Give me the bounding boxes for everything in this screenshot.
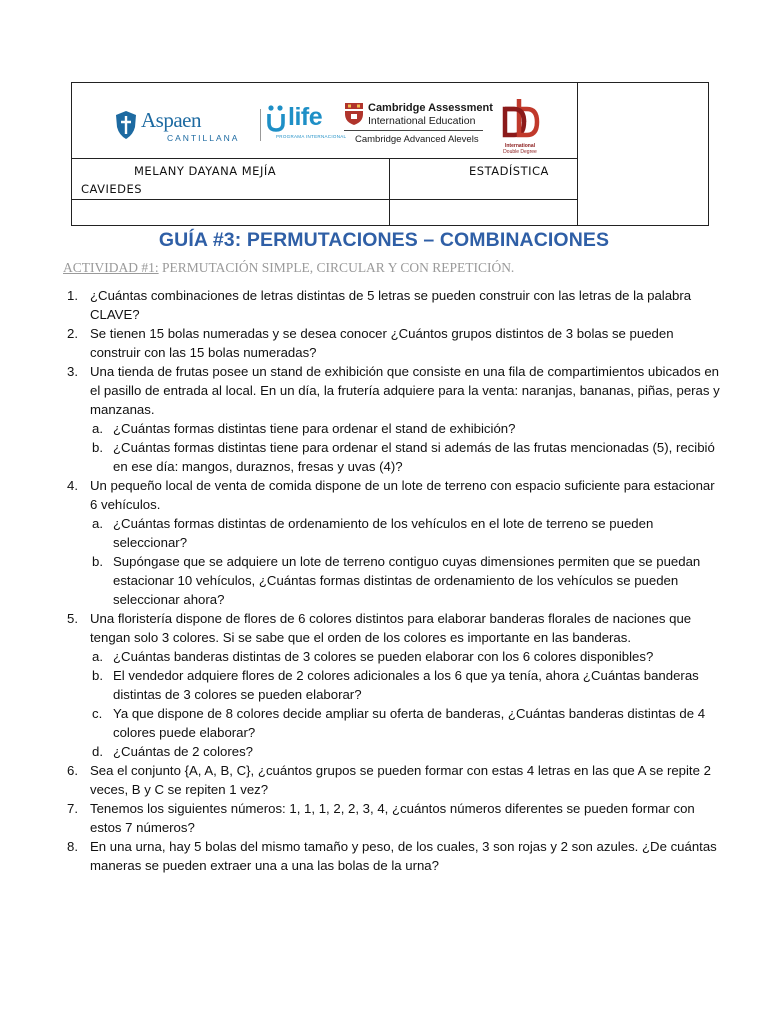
dd-monogram-icon [498,95,542,141]
activity-label: ACTIVIDAD #1: [63,260,159,275]
sub-letter: b. [92,440,103,455]
question-number: 4. [67,478,78,493]
question-number: 2. [67,326,78,341]
sub-letter: b. [92,554,103,569]
question-4a [63,514,723,552]
empty-cell-left [71,199,390,226]
subject-cell [389,158,578,200]
question-number: 6. [67,763,78,778]
question-list [63,286,723,875]
question-text: ¿Cuántas combinaciones de letras distintas de 5 letras se pueden construir con las letras de la palabra CLAVE? [90,288,692,322]
logo-divider [260,109,261,141]
subject-text: ESTADÍSTICA [469,164,549,178]
sub-letter: b. [92,668,103,683]
student-name-line2: CAVIEDES [81,182,143,196]
question-number: 3. [67,364,78,379]
question-text: Tenemos los siguientes números: 1, 1, 1, 2, 2, 3, 4, ¿cuántos números diferentes se pueden formar con estos 7 números? [90,801,695,835]
empty-cell-mid [389,199,578,226]
question-5 [63,609,723,647]
aspaen-name: Aspaen [141,108,201,132]
sub-letter: a. [92,516,103,531]
question-5d [63,742,723,761]
question-number: 1. [67,288,78,303]
sub-letter: d. [92,744,103,759]
question-text: Una floristería dispone de flores de 6 colores distintos para elaborar banderas florales de naciones que tengan solo 3 colores. Si se sabe que el orden de los colores es importante en las banderas. [90,611,692,645]
header-table [71,82,709,226]
question-4b [63,552,723,609]
question-3b [63,438,723,476]
sub-letter: c. [92,706,103,721]
ulife-logo [266,103,347,147]
shield-icon [115,110,137,140]
question-7 [63,799,723,837]
ulife-sub: PROGRAMA INTERNACIONAL [276,134,347,139]
sub-letter: a. [92,421,103,436]
question-1 [63,286,723,324]
cambridge-crest-icon [344,102,364,126]
sub-text: Supóngase que se adquiere un lote de terreno contiguo cuyas dimensiones permiten que se puedan estacionar 10 vehículos, ¿Cuántas formas distintas de ordenamiento de los vehículos se pueden seleccionar ahora? [113,554,701,607]
sub-text: ¿Cuántas formas distintas de ordenamiento de los vehículos en el lote de terreno se pueden seleccionar? [113,516,654,550]
cambridge-line3: Cambridge Advanced Alevels [355,134,479,145]
question-text: Se tienen 15 bolas numeradas y se desea conocer ¿Cuántos grupos distintos de 3 bolas se pueden construir con las 15 bolas numeradas? [90,326,674,360]
idd-line2: Double Degree [503,149,537,155]
sub-text: El vendedor adquiere flores de 2 colores adicionales a los 6 que ya tenía, ahora ¿Cuántas banderas distintas de 3 colores se pueden elaborar? [113,668,699,702]
sub-text: ¿Cuántas formas distintas tiene para ordenar el stand si además de las frutas mencionadas (5), recibió en ese día: mangos, duraznos, fresas y uvas (4)? [113,440,715,474]
activity-heading [63,260,514,276]
question-text: Una tienda de frutas posee un stand de exhibición que consiste en una fila de compartimientos ubicados en el pasillo de entrada al local. En un día, la frutería adquiere para la venta: naranjas, bananas, piñas, peras y manzanas. [90,364,720,417]
question-text: Sea el conjunto {A, A, B, C}, ¿cuántos grupos se pueden formar con estas 4 letras en las que A se repite 2 veces, B y C se repiten 1 vez? [90,763,711,797]
question-6 [63,761,723,799]
sub-text: ¿Cuántas formas distintas tiene para ordenar el stand de exhibición? [113,421,516,436]
sub-letter: a. [92,649,103,664]
page-title: GUÍA #3: PERMUTACIONES – COMBINACIONES [158,229,610,251]
student-name-cell [71,158,390,200]
sub-text: ¿Cuántas de 2 colores? [113,744,254,759]
header-right-cell [577,82,709,226]
cambridge-line1: Cambridge Assessment [368,102,493,114]
u-mark-icon [266,104,286,132]
question-5c [63,704,723,742]
question-number: 5. [67,611,78,626]
aspaen-logo [115,108,250,144]
sub-text: ¿Cuántas banderas distintas de 3 colores se pueden elaborar con los 6 colores disponibles? [113,649,654,664]
activity-text: PERMUTACIÓN SIMPLE, CIRCULAR Y CON REPETICIÓN. [158,260,515,275]
logo-cell [71,82,578,159]
question-3 [63,362,723,419]
question-number: 7. [67,801,78,816]
student-name-line1: MELANY DAYANA MEJÍA [134,164,277,178]
ulife-name: life [288,103,323,131]
question-4 [63,476,723,514]
aspaen-sub: CANTILLANA [167,133,240,143]
question-text: En una urna, hay 5 bolas del mismo tamaño y peso, de los cuales, 3 son rojas y 2 son azules. ¿De cuántas maneras se pueden extraer una a una las bolas de la urna? [90,839,717,873]
question-3a [63,419,723,438]
question-text: Un pequeño local de venta de comida dispone de un lote de terreno con espacio suficiente para estacionar 6 vehículos. [90,478,715,512]
question-2 [63,324,723,362]
sub-text: Ya que dispone de 8 colores decide ampliar su oferta de banderas, ¿Cuántas banderas distintas de 4 colores puede elaborar? [113,706,706,740]
question-5a [63,647,723,666]
question-5b [63,666,723,704]
cambridge-logo [343,101,493,149]
cambridge-line2: International Education [368,115,476,127]
cambridge-rule [344,130,483,131]
question-number: 8. [67,839,78,854]
idd-logo [498,95,542,153]
idd-line1: International [504,143,535,149]
question-8 [63,837,723,875]
